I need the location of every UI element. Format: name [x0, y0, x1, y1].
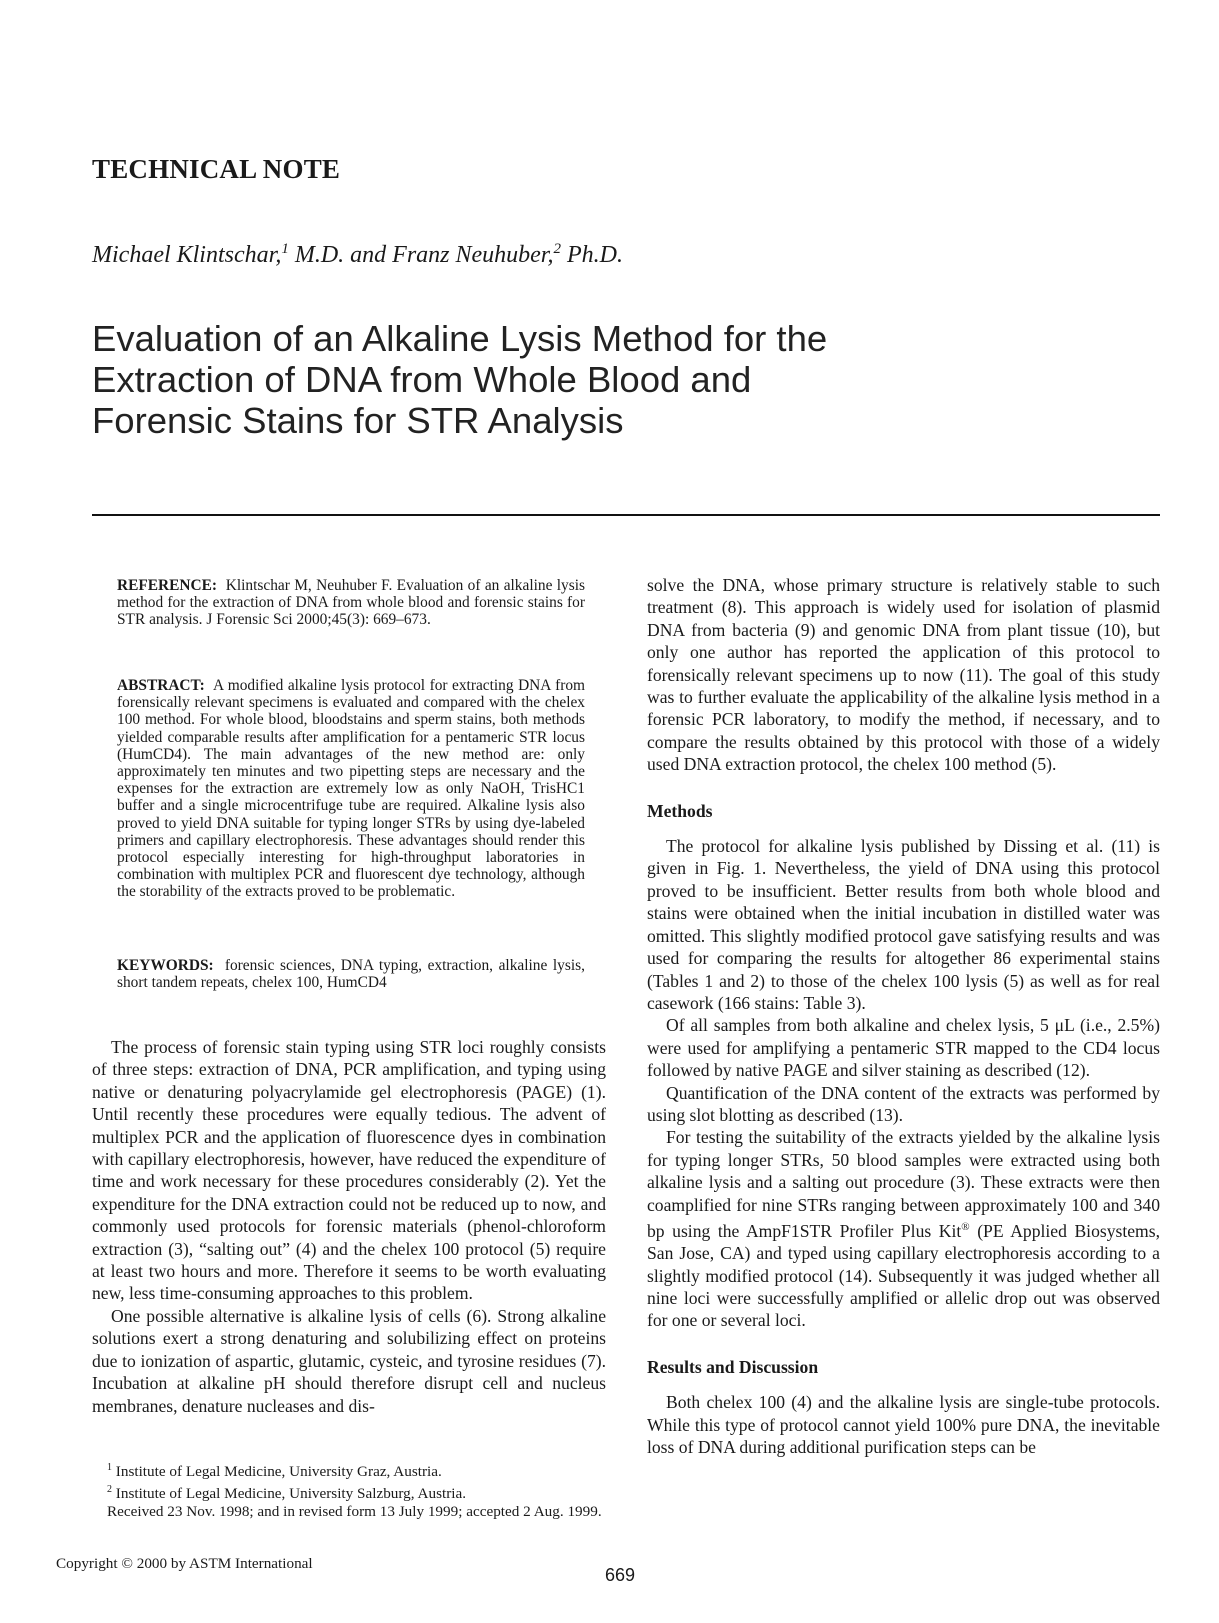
- body-paragraph: Of all samples from both alkaline and chelex lysis, 5 μL (i.e., 2.5%) were used for amplifying a pentameric STR mapped to the CD4 locus followed by native PAGE and silver staining as described (12).: [647, 1015, 1160, 1081]
- section-label: TECHNICAL NOTE: [92, 154, 341, 184]
- reference-text: Klintschar M, Neuhuber F. Evaluation of an alkaline lysis method for the extraction of DNA from whole blood and forensic stains for STR analysis. J Forensic Sci 2000;45(3): 669–673.: [117, 577, 585, 629]
- title-line: Evaluation of an Alkaline Lysis Method for the: [92, 318, 828, 359]
- body-paragraph: solve the DNA, whose primary structure is relatively stable to such treatment (8). This approach is widely used for isolation of plasmid DNA from bacteria (9) and genomic DNA from plant tissue (10), but only one author has reported the application of this protocol to forensically relevant specimens up to now (11). The goal of this study was to further evaluate the applicability of the alkaline lysis method in a forensic PCR laboratory, to modify the method, if necessary, and to compare the results obtained by this protocol with those of a widely used DNA extraction protocol, the chelex 100 method (5).: [647, 575, 1160, 775]
- abstract-block: [117, 677, 585, 901]
- copyright-notice: Copyright © 2000 by ASTM International: [56, 1555, 313, 1572]
- footnote: [92, 1459, 606, 1481]
- reference-block: [117, 577, 585, 629]
- footnote-text: Institute of Legal Medicine, University Salzburg, Austria.: [112, 1484, 467, 1502]
- abstract-text: A modified alkaline lysis protocol for extracting DNA from forensically relevant specimens is evaluated and compared with the chelex 100 method. For whole blood, bloodstains and sperm stains, both methods yielded comparable results after amplification for a pentameric STR locus (HumCD4). The main advantages of the new method are: only approximately ten minutes and two pipetting steps are necessary and the expenses for the extraction are extremely low as only NaOH, TrisHC1 buffer and a single microcentrifuge tube are required. Alkaline lysis also proved to yield DNA suitable for typing longer STRs by using dye-labeled primers and capillary electrophoresis. These advantages should render this protocol especially interesting for high-throughput laboratories in combination with multiplex PCR and fluorescent dye technology, although the storability of the extracts proved to be problematic.: [117, 677, 585, 901]
- paper-title: [92, 318, 952, 441]
- title-divider: [92, 514, 1160, 516]
- abstract-label: ABSTRACT:: [117, 677, 205, 694]
- affiliation-mark: 1: [281, 241, 289, 257]
- footnotes: [92, 1459, 606, 1521]
- right-column-body: [647, 574, 1160, 1458]
- body-paragraph: [647, 1126, 1160, 1332]
- author-degree: Ph.D.: [561, 242, 623, 268]
- body-paragraph: One possible alternative is alkaline lysis of cells (6). Strong alkaline solutions exert a strong denaturing and solubilizing effect on proteins due to ionization of aspartic, glutamic, cysteic, and tyrosine residues (7). Incubation at alkaline pH should therefore disrupt cell and nucleus membranes, denature nucleases and dis-: [92, 1305, 606, 1416]
- footnote-mark: 1: [107, 1462, 112, 1473]
- page-number: 669: [605, 1565, 636, 1585]
- received-dates: Received 23 Nov. 1998; and in revised form 13 July 1999; accepted 2 Aug. 1999.: [107, 1502, 602, 1520]
- paragraph-text: (PE Applied Biosystems, San Jose, CA) and typed using capillary electrophoresis according to a slightly modified protocol (14). Subsequently it was judged whether all nine loci were successfully amplified or allelic drop out was observed for one or several loci.: [647, 1220, 1160, 1331]
- title-line: Extraction of DNA from Whole Blood and: [92, 359, 752, 400]
- body-paragraph: Quantification of the DNA content of the extracts was performed by using slot blotting as described (13).: [647, 1082, 1160, 1125]
- footnote-mark: 2: [107, 1483, 112, 1495]
- results-heading: Results and Discussion: [647, 1356, 819, 1377]
- paragraph-text: For testing the suitability of the extracts yielded by the alkaline lysis for typing longer STRs, 50 blood samples were extracted using both alkaline lysis and a salting out procedure (3). These extracts were then coamplified for nine STRs ranging between approximately 100 and 340 bp using the AmpF1STR Profiler Plus Kit: [647, 1127, 1160, 1241]
- footnote-text: Institute of Legal Medicine, University Graz, Austria.: [112, 1463, 442, 1481]
- affiliation-mark: 2: [553, 241, 561, 257]
- reference-label: REFERENCE:: [117, 577, 218, 594]
- title-line: Forensic Stains for STR Analysis: [92, 400, 624, 441]
- keywords-label: KEYWORDS:: [117, 957, 214, 974]
- author-name: Michael Klintschar,: [92, 242, 282, 268]
- left-column-body: [92, 1036, 606, 1417]
- author-name: Franz Neuhuber,: [392, 242, 554, 268]
- body-paragraph: Both chelex 100 (4) and the alkaline lysis are single-tube protocols. While this type of protocol cannot yield 100% pure DNA, the inevitable loss of DNA during additional purification steps can be: [647, 1392, 1160, 1458]
- body-paragraph: The protocol for alkaline lysis published by Dissing et al. (11) is given in Fig. 1. Nevertheless, the yield of DNA using this protocol proved to be insufficient. Better results from both whole blood and stains were obtained when the initial incubation in distilled water was omitted. This slightly modified protocol gave satisfying results and was used for comparing the results for altogether 86 experimental stains (Tables 1 and 2) to those of the chelex 100 lysis (5) as well as for real casework (166 stains: Table 3).: [647, 836, 1160, 1013]
- author-degree: M.D. and: [288, 242, 393, 268]
- author-line: [92, 241, 623, 269]
- keywords-block: [117, 957, 585, 991]
- footnote: [92, 1481, 606, 1503]
- keywords-text: forensic sciences, DNA typing, extraction, alkaline lysis, short tandem repeats, chelex 100, HumCD4: [117, 957, 585, 992]
- registered-mark: ®: [961, 1220, 970, 1233]
- body-paragraph: The process of forensic stain typing using STR loci roughly consists of three steps: extraction of DNA, PCR amplification, and typing using native or denaturing polyacrylamide gel electrophoresis (PAGE) (1). Until recently these procedures were equally tedious. The advent of multiplex PCR and the application of fluorescence dyes in combination with capillary electrophoresis, however, have reduced the expenditure of time and work necessary for these procedures considerably (2). Yet the expenditure for the DNA extraction could not be reduced up to now, and commonly used protocols for forensic materials (phenol-chloroform extraction (3), “salting out” (4) and the chelex 100 protocol (5) require at least two hours and more. Therefore it seems to be worth evaluating new, less time-consuming approaches to this problem.: [92, 1037, 606, 1304]
- methods-heading: Methods: [647, 800, 713, 821]
